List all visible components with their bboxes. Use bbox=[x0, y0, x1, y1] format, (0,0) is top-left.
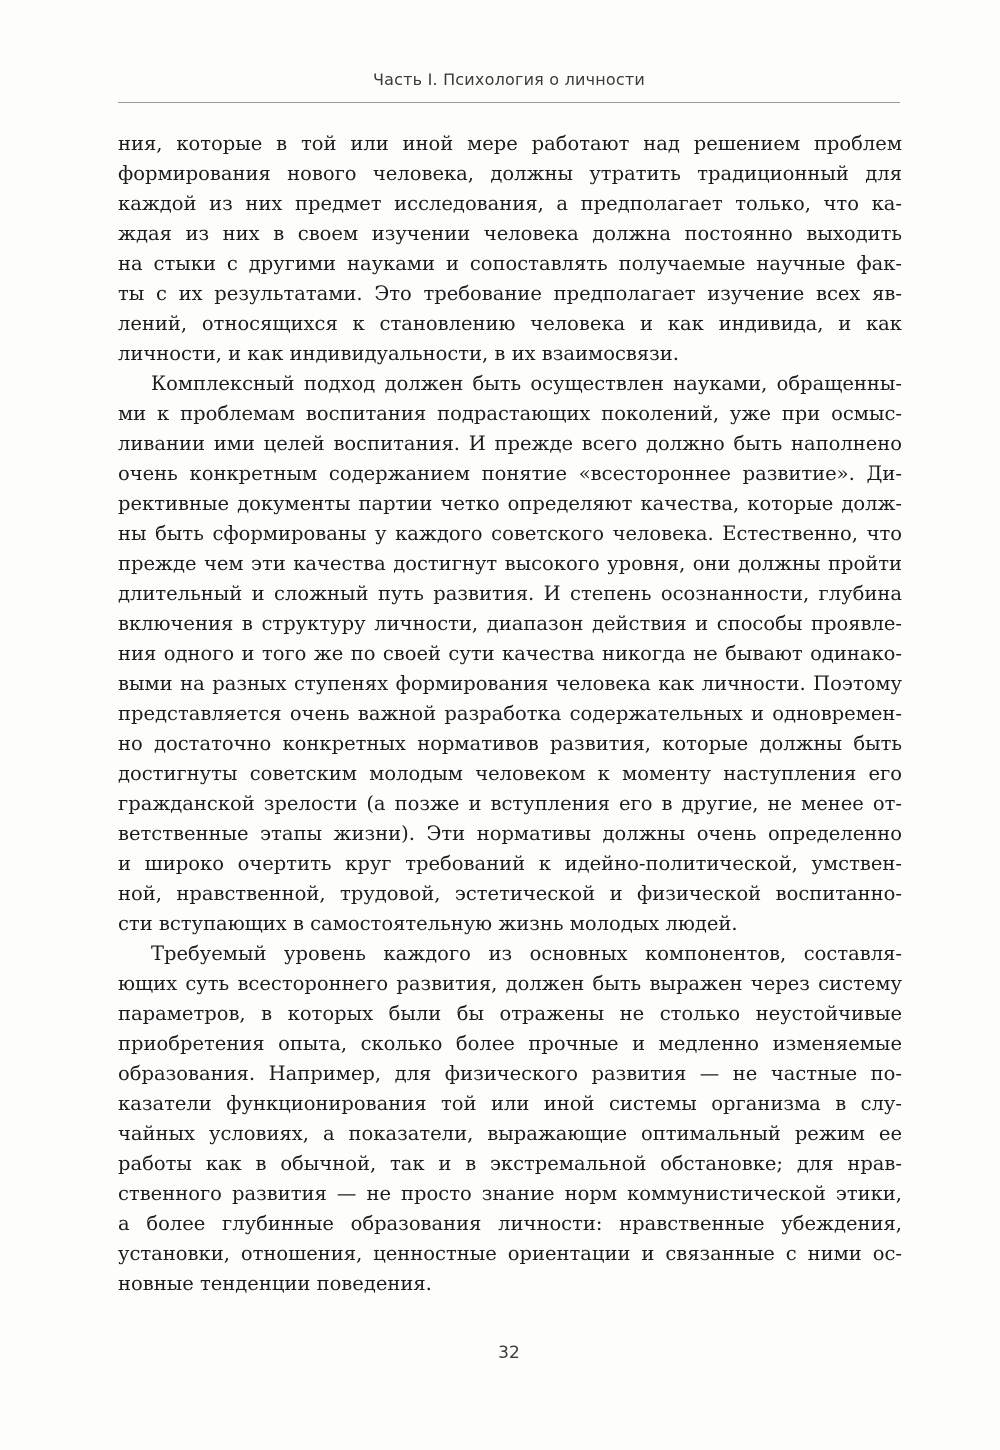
text-line: ственного развития — не просто знание норм коммунистической этики, bbox=[118, 1182, 902, 1205]
text-line: образования. Например, для физического развития — не частные по- bbox=[118, 1062, 902, 1085]
text-line: работы как в обычной, так и в экстремальной обстановке; для нрав- bbox=[118, 1152, 902, 1175]
text-line: гражданской зрелости (а позже и вступления его в другие, не менее от- bbox=[118, 792, 902, 815]
page-number: 32 bbox=[498, 1343, 520, 1363]
text-line: приобретения опыта, сколько более прочные и медленно изменяемые bbox=[118, 1032, 902, 1055]
text-line: а более глубинные образования личности: нравственные убеждения, bbox=[118, 1212, 902, 1235]
text-line: включения в структуру личности, диапазон действия и способы проявле- bbox=[118, 612, 902, 635]
text-line: рективные документы партии четко определяют качества, которые долж- bbox=[118, 492, 902, 515]
paragraph bbox=[118, 939, 902, 1299]
text-line: достигнуты советским молодым человеком к моменту наступления его bbox=[118, 762, 902, 785]
text-line: ной, нравственной, трудовой, эстетической и физической воспитанно- bbox=[118, 882, 902, 905]
text-line: ющих суть всестороннего развития, должен быть выражен через систему bbox=[118, 972, 902, 995]
text-line: ливании ими целей воспитания. И прежде всего должно быть наполнено bbox=[118, 432, 902, 455]
text-line: представляется очень важной разработка содержательных и одновремен- bbox=[118, 702, 902, 725]
text-line: прежде чем эти качества достигнут высокого уровня, они должны пройти bbox=[118, 552, 902, 575]
text-line: и широко очертить круг требований к идейно-политической, умствен- bbox=[118, 852, 902, 875]
body-text bbox=[118, 129, 902, 1299]
text-line: ми к проблемам воспитания подрастающих поколений, уже при осмыс- bbox=[118, 402, 902, 425]
text-line: новные тенденции поведения. bbox=[118, 1272, 432, 1295]
header-rule bbox=[118, 102, 900, 103]
text-line: сти вступающих в самостоятельную жизнь молодых людей. bbox=[118, 912, 738, 935]
text-line: очень конкретным содержанием понятие «всестороннее развитие». Ди- bbox=[118, 462, 902, 485]
text-line: установки, отношения, ценностные ориентации и связанные с ними ос- bbox=[118, 1242, 902, 1265]
text-line: но достаточно конкретных нормативов развития, которые должны быть bbox=[118, 732, 902, 755]
text-line: ния, которые в той или иной мере работают над решением проблем bbox=[118, 132, 902, 155]
text-line: Требуемый уровень каждого из основных компонентов, составля- bbox=[151, 942, 902, 965]
text-line: лений, относящихся к становлению человека и как индивида, и как bbox=[118, 312, 902, 335]
text-line: параметров, в которых были бы отражены не столько неустойчивые bbox=[118, 1002, 902, 1025]
text-line: на стыки с другими науками и сопоставлять получаемые научные фак- bbox=[118, 252, 902, 275]
text-line: выми на разных ступенях формирования человека как личности. Поэтому bbox=[118, 672, 902, 695]
text-line: казатели функционирования той или иной системы организма в слу- bbox=[118, 1092, 902, 1115]
text-line: длительный и сложный путь развития. И степень осознанности, глубина bbox=[118, 582, 902, 605]
text-line: Комплексный подход должен быть осуществлен науками, обращенны- bbox=[151, 372, 902, 395]
text-line: формирования нового человека, должны утратить традиционный для bbox=[118, 162, 902, 185]
text-line: ждая из них в своем изучении человека должна постоянно выходить bbox=[118, 222, 902, 245]
text-line: ны быть сформированы у каждого советского человека. Естественно, что bbox=[118, 522, 902, 545]
text-line: ты с их результатами. Это требование предполагает изучение всех яв- bbox=[118, 282, 902, 305]
paragraph bbox=[118, 369, 902, 939]
text-line: ветственные этапы жизни). Эти нормативы должны очень определенно bbox=[118, 822, 902, 845]
text-line: каждой из них предмет исследования, а предполагает только, что ка- bbox=[118, 192, 902, 215]
paragraph bbox=[118, 129, 902, 369]
running-head: Часть I. Психология о личности bbox=[372, 70, 646, 89]
text-line: личности, и как индивидуальности, в их взаимосвязи. bbox=[118, 342, 679, 365]
text-line: ния одного и того же по своей сути качества никогда не бывают одинако- bbox=[118, 642, 902, 665]
text-line: чайных условиях, а показатели, выражающие оптимальный режим ее bbox=[118, 1122, 902, 1145]
